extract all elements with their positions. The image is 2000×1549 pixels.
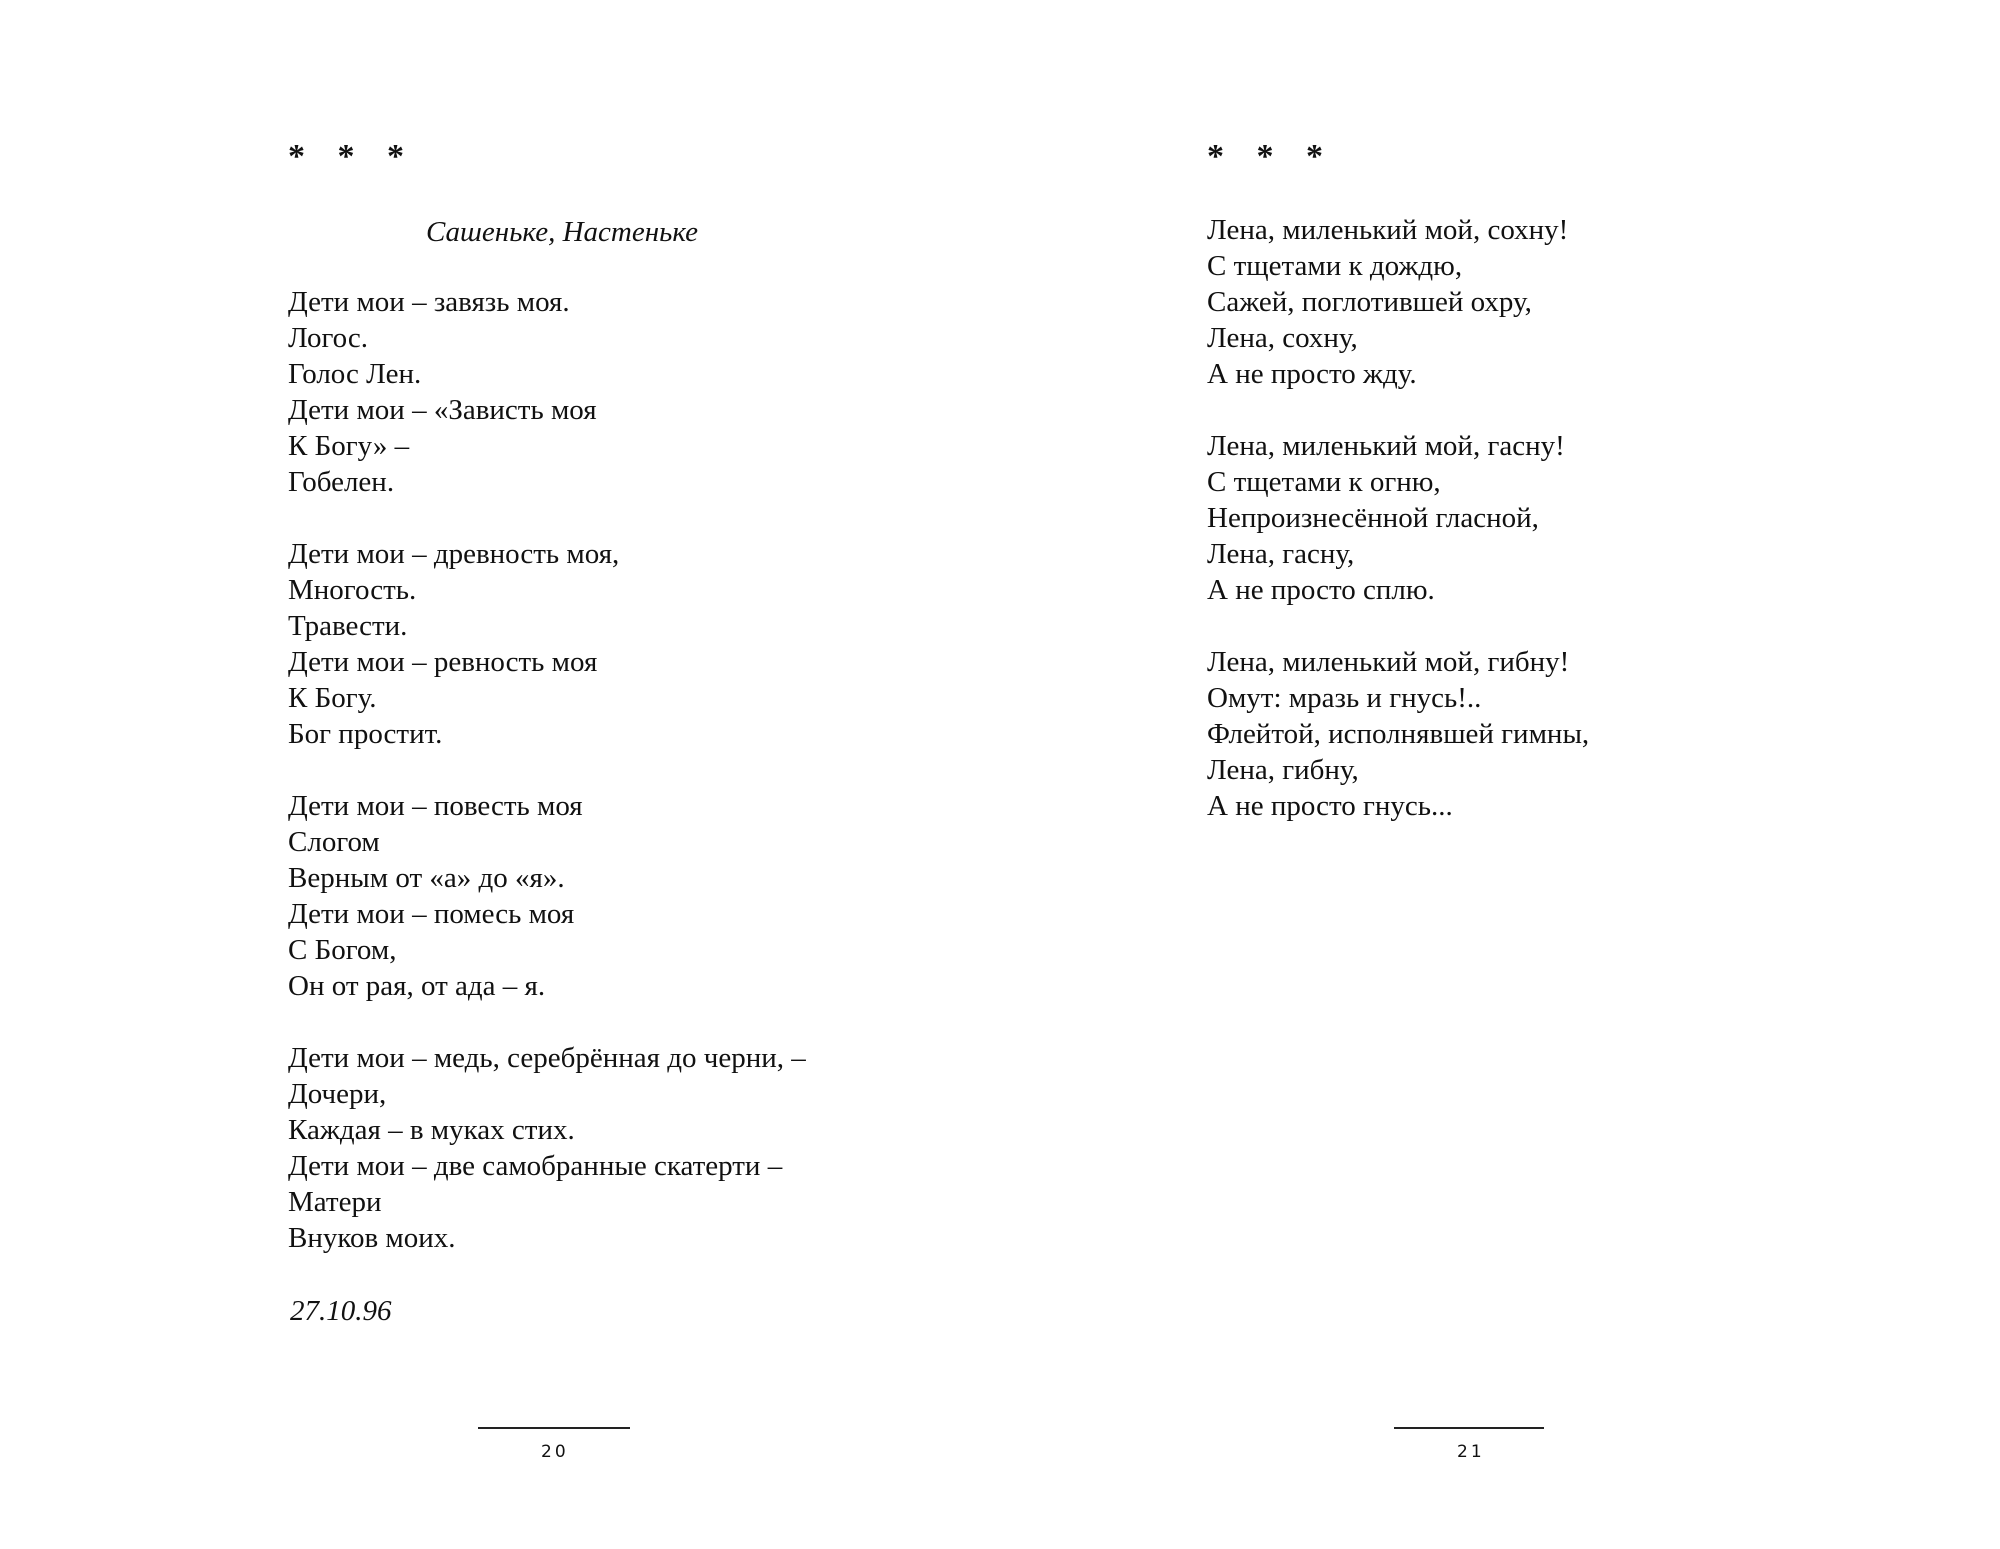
dedication: Сашеньке, Настеньке (426, 216, 699, 248)
poem-line: Дети мои – медь, серебрённая до черни, – (288, 1042, 806, 1074)
poem-date: 27.10.96 (290, 1295, 392, 1327)
poem-line: С тщетами к дождю, (1207, 250, 1463, 282)
stanza (1207, 428, 1589, 608)
poem-line: С Богом, (288, 934, 397, 966)
poem (288, 284, 806, 1292)
poem-line: Он от рая, от ада – я. (288, 970, 546, 1002)
poem-line: Матери (288, 1186, 382, 1218)
poem-line: А не просто гнусь... (1207, 790, 1453, 822)
poem-line: А не просто сплю. (1207, 574, 1435, 606)
section-ornament: * * * (288, 138, 416, 175)
footer-rule (478, 1427, 630, 1429)
poem-line: Гобелен. (288, 466, 395, 498)
poem-line: Лена, сохну, (1207, 322, 1358, 354)
poem-line: Флейтой, исполнявшей гимны, (1207, 718, 1590, 750)
page-number: 21 (1457, 1442, 1485, 1462)
poem-line: К Богу. (288, 682, 377, 714)
poem-line: Дети мои – повесть моя (288, 790, 583, 822)
poem-line: Лена, миленький мой, гибну! (1207, 646, 1570, 678)
stanza (288, 536, 806, 752)
poem-line: Дети мои – завязь моя. (288, 286, 570, 318)
stanza (288, 1040, 806, 1256)
poem-line: Каждая – в муках стих. (288, 1114, 575, 1146)
poem-line: Омут: мразь и гнусь!.. (1207, 682, 1482, 714)
poem-line: Логос. (288, 322, 368, 354)
poem-line: Травести. (288, 610, 408, 642)
poem-line: Лена, гасну, (1207, 538, 1355, 570)
poem-line: Слогом (288, 826, 380, 858)
right-page (1207, 0, 1907, 1549)
page-number: 20 (541, 1442, 569, 1462)
stanza (288, 284, 806, 500)
stanza (1207, 644, 1589, 824)
poem-line: Дети мои – древность моя, (288, 538, 620, 570)
poem-line: Верным от «а» до «я». (288, 862, 565, 894)
poem (1207, 212, 1589, 860)
poem-line: Многость. (288, 574, 417, 606)
footer-rule (1394, 1427, 1544, 1429)
poem-line: Сажей, поглотившей охру, (1207, 286, 1532, 318)
left-page (288, 0, 988, 1549)
poem-line: Дети мои – ревность моя (288, 646, 598, 678)
poem-line: А не просто жду. (1207, 358, 1417, 390)
poem-line: С тщетами к огню, (1207, 466, 1441, 498)
poem-line: К Богу» – (288, 430, 410, 462)
poem-line: Лена, гибну, (1207, 754, 1359, 786)
poem-line: Лена, миленький мой, гасну! (1207, 430, 1565, 462)
section-ornament: * * * (1207, 138, 1335, 175)
poem-line: Дети мои – «Зависть моя (288, 394, 597, 426)
poem-line: Непроизнесённой гласной, (1207, 502, 1539, 534)
poem-line: Голос Лен. (288, 358, 422, 390)
stanza (1207, 212, 1589, 392)
poem-line: Бог простит. (288, 718, 443, 750)
poem-line: Дети мои – помесь моя (288, 898, 575, 930)
poem-line: Лена, миленький мой, сохну! (1207, 214, 1569, 246)
poem-line: Дочери, (288, 1078, 387, 1110)
stanza (288, 788, 806, 1004)
poem-line: Внуков моих. (288, 1222, 456, 1254)
poem-line: Дети мои – две самобранные скатерти – (288, 1150, 783, 1182)
